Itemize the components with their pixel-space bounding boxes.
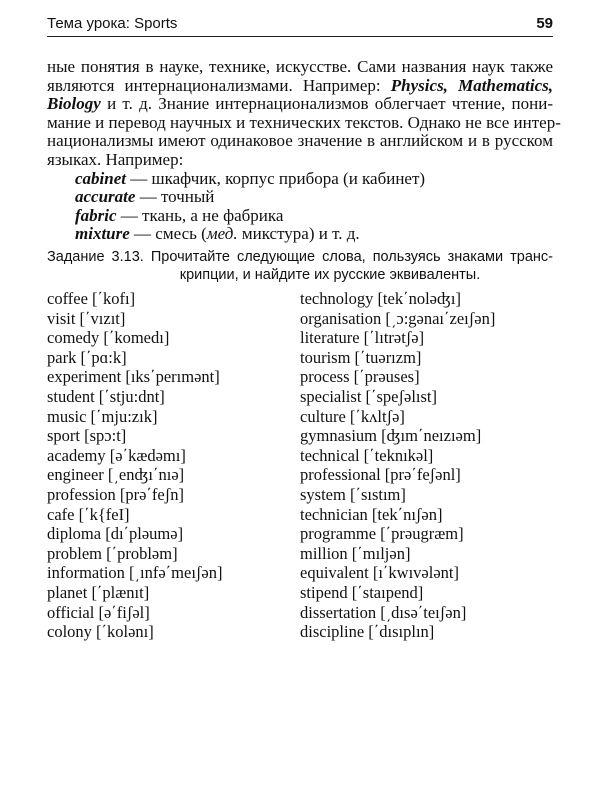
word-item: programme [΄prəugræm]: [300, 524, 464, 544]
example: [47, 188, 553, 207]
word-item: process [΄prəuses]: [300, 367, 420, 387]
word-item: comedy [΄komedı]: [47, 328, 170, 348]
word-item: experiment [ıks΄perımənt]: [47, 367, 220, 387]
example-meaning: — шкафчик, корпус прибора (и кабинет): [126, 168, 426, 188]
example: [47, 225, 553, 244]
word-item: equivalent [ı΄kwıvələnt]: [300, 563, 459, 583]
example-meaning-abbr: мед.: [206, 224, 238, 244]
example-word: fabric: [75, 205, 117, 225]
text-line: языках. Например:: [47, 149, 184, 169]
text-line: национализмы имеют одинаковое значение в английском и в русском: [47, 131, 553, 151]
word-item: coffee [΄kofı]: [47, 289, 136, 308]
word-item: million [΄mıljən]: [300, 543, 411, 563]
word-item: organisation [͵ɔ:gənaı΄zeıʃən]: [300, 308, 496, 328]
task-line: крипции, и найдите их русские эквиваленты.: [179, 267, 481, 283]
word-item: official [ə΄fiʃəl]: [47, 602, 150, 622]
task-heading: [47, 248, 553, 284]
word-item: technical [΄teknıkəl]: [300, 445, 434, 465]
word-item: visit [΄vızıt]: [47, 308, 126, 328]
word-list-left: [47, 289, 292, 642]
lesson-title: Тема урока: Sports: [47, 15, 178, 32]
word-item: technology [tek΄noləʤı]: [300, 289, 462, 308]
word-item: profession [prə΄feʃn]: [47, 484, 184, 504]
word-item: information [͵ınfə΄meıʃən]: [47, 563, 223, 583]
word-item: academy [ə΄kædəmı]: [47, 445, 186, 465]
word-item: system [΄sıstım]: [300, 484, 406, 504]
word-item: student [΄stju:dnt]: [47, 386, 165, 406]
word-item: tourism [΄tuərızm]: [300, 347, 422, 367]
word-item: planet [΄plænıt]: [47, 582, 150, 602]
word-item: park [΄pɑ:k]: [47, 347, 127, 367]
word-item: professional [prə΄feʃənl]: [300, 465, 461, 485]
example-meaning: — ткань, а не фабрика: [116, 205, 284, 225]
text-line: ные понятия в науке, технике, искусстве. Сами названия наук также: [47, 57, 553, 76]
text: являются интернационализмами. Например:: [47, 75, 391, 95]
emphasis: Biology: [47, 94, 101, 114]
text: и т. д. Знание интернационализмов облегчает чтение, пони-: [100, 94, 553, 114]
word-item: literature [΄lıtrətʃə]: [300, 328, 425, 348]
word-item: technician [tek΄nıʃən]: [300, 504, 443, 524]
text-line: мание и перевод научных и технических текстов. Однако не все интер-: [47, 112, 561, 132]
word-item: colony [΄kolənı]: [47, 622, 154, 642]
page-number: 59: [536, 15, 553, 32]
example: [47, 170, 553, 189]
task-line: Задание 3.13. Прочитайте следующие слова, пользуясь знаками транс-: [47, 249, 553, 265]
text-line: [47, 95, 553, 114]
word-item: dissertation [͵dısə΄teıʃən]: [300, 602, 467, 622]
word-item: stipend [΄staıpend]: [300, 582, 424, 602]
word-list-right: [300, 289, 495, 642]
body-paragraph: [47, 57, 561, 244]
example: [47, 207, 553, 226]
emphasis: Physics, Mathematics,: [390, 75, 553, 95]
word-item: sport [spɔ:t]: [47, 426, 127, 446]
example-word: mixture: [75, 224, 130, 244]
word-item: cafe [΄k{feI]: [47, 504, 130, 524]
example-word: cabinet: [75, 168, 126, 188]
example-word: accurate: [75, 187, 136, 207]
example-meaning: микстура) и т. д.: [237, 224, 360, 244]
text-line: [47, 77, 553, 96]
word-item: engineer [͵enʤı΄nıə]: [47, 465, 185, 485]
example-meaning: — смесь (: [129, 224, 207, 244]
word-item: specialist [΄speʃəlıst]: [300, 386, 437, 406]
example-meaning: — точный: [135, 187, 215, 207]
word-item: discipline [΄dısıplın]: [300, 622, 435, 642]
word-item: diploma [dı΄pləumə]: [47, 524, 184, 544]
word-item: gymnasium [ʤım΄neızıəm]: [300, 426, 482, 446]
word-item: music [΄mju:zık]: [47, 406, 158, 426]
word-item: culture [΄kʌltʃə]: [300, 406, 405, 426]
word-item: problem [΄probləm]: [47, 543, 178, 563]
page-header: [47, 12, 553, 37]
